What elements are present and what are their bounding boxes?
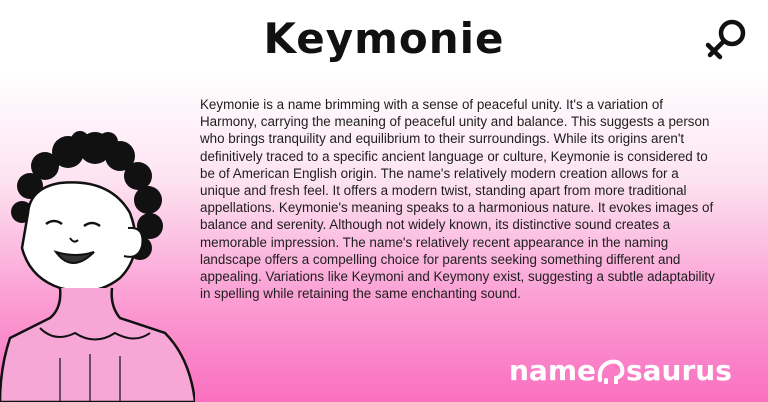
- page-title: Keymonie: [263, 14, 505, 63]
- dinosaur-icon: [596, 356, 626, 384]
- logo-text-name: name: [509, 354, 596, 387]
- female-symbol-icon: [704, 16, 750, 62]
- baby-girl-illustration: [0, 128, 195, 402]
- namesaurus-logo[interactable]: [509, 354, 732, 387]
- name-description: Keymonie is a name brimming with a sense of peaceful unity. It's a variation of Harmony, carrying the meaning of peaceful unity and balance. This suggests a person who brings tranquility and equilibrium to their surroundings. While its origins aren't definitively traced to a specific ancient language or culture, Keymonie is considered to be of American English origin. The name's relatively modern creation allows for a unique and fresh feel. It offers a modern twist, standing apart from more traditional appellations. Keymonie's meaning speaks to a harmonious nature. It evokes images of balance and serenity. Although not widely known, its distinctive sound creates a memorable impression. The name's relatively recent appearance in the naming landscape offers a compelling choice for parents seeking something different and appealing. Variations like Keymoni and Keymony exist, suggesting a subtle adaptability in spelling while retaining the same enchanting sound.: [200, 97, 715, 302]
- logo-text-saurus: saurus: [626, 354, 732, 387]
